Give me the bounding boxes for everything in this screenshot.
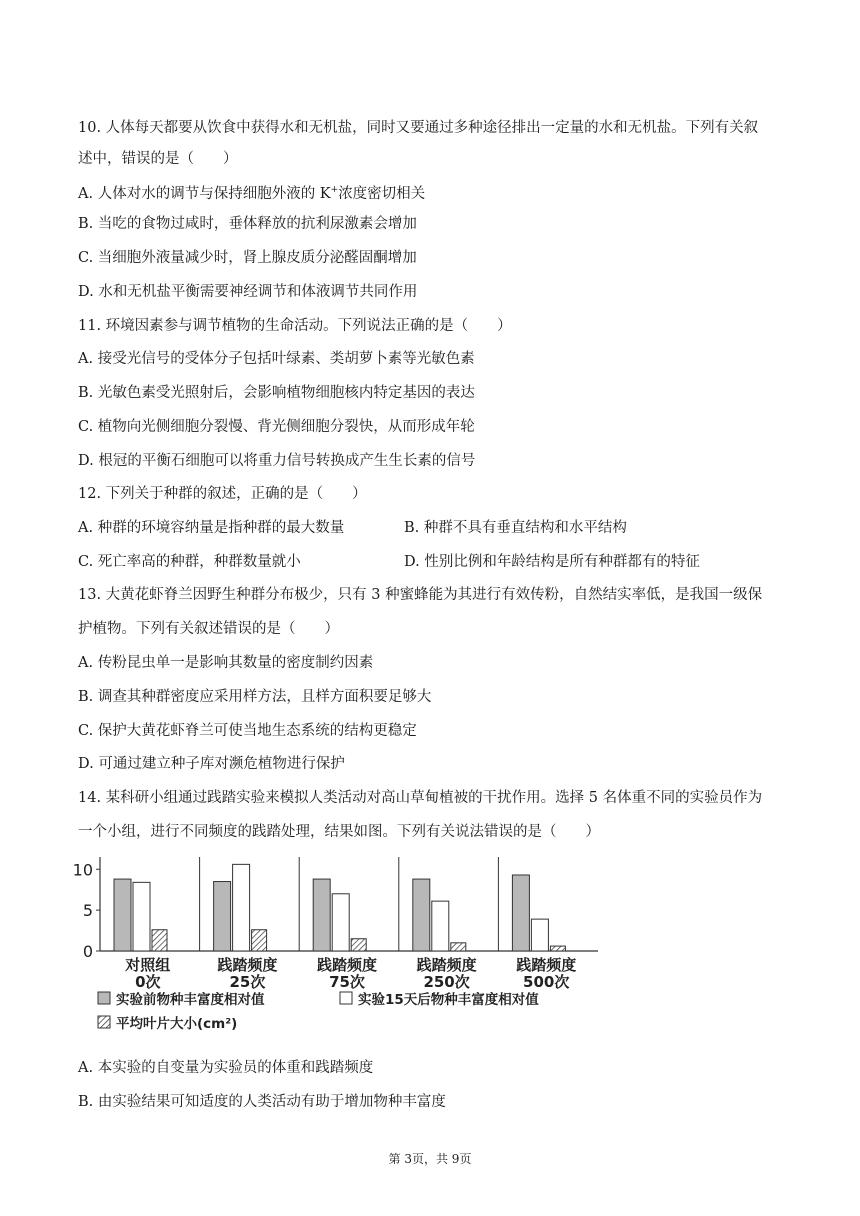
q10-option-d: D. 水和无机盐平衡需要神经调节和体液调节共同作用	[78, 284, 418, 300]
bar-1	[512, 875, 529, 951]
q10-option-c: C. 当细胞外液量减少时，肾上腺皮质分泌醛固酮增加	[78, 250, 417, 266]
q13-stem-line1: 13. 大黄花虾脊兰因野生种群分布极少，只有 3 种蜜蜂能为其进行有效传粉，自然结实率低，是我国一级保	[78, 587, 763, 603]
q12-option-d: D. 性别比例和年龄结构是所有种群都有的特征	[404, 554, 700, 570]
bar-1	[114, 879, 131, 951]
q13-option-d: D. 可通过建立种子库对濒危植物进行保护	[78, 756, 345, 772]
y-tick-label: 10	[72, 860, 93, 880]
category-label: 践踏频度	[416, 956, 477, 974]
q13-option-b: B. 调查其种群密度应采用样方法，且样方面积要足够大	[78, 689, 432, 705]
q13-option-a: A. 传粉昆虫单一是影响其数量的密度制约因素	[78, 655, 374, 671]
q12-option-b: B. 种群不具有垂直结构和水平结构	[404, 520, 627, 536]
bar-1	[413, 879, 430, 951]
legend-label: 实验15天后物种丰富度相对值	[358, 992, 539, 1008]
category-label: 践踏频度	[516, 956, 577, 974]
y-tick-label: 5	[82, 901, 93, 921]
q11-option-b: B. 光敏色素受光照射后，会影响植物细胞核内特定基因的表达	[78, 385, 475, 401]
q11-option-a: A. 接受光信号的受体分子包括叶绿素、类胡萝卜素等光敏色素	[78, 351, 475, 367]
legend-swatch	[98, 1016, 110, 1028]
category-label: 践踏频度	[217, 956, 278, 974]
q11-option-d: D. 根冠的平衡石细胞可以将重力信号转换成产生生长素的信号	[78, 453, 476, 469]
bar-2	[332, 894, 349, 951]
category-label: 对照组	[125, 956, 171, 974]
q10-option-a-post: 浓度密切相关	[338, 186, 426, 202]
q10-stem-line1: 10. 人体每天都要从饮食中获得水和无机盐，同时又要通过多种途径排出一定量的水和无机盐。下列有关叙	[78, 120, 759, 136]
bar-1	[313, 879, 330, 951]
bar-2	[233, 864, 250, 951]
category-label: 250次	[423, 973, 470, 991]
q10-option-b: B. 当吃的食物过咸时，垂体释放的抗利尿激素会增加	[78, 216, 417, 232]
q14-stem-line1: 14. 某科研小组通过践踏实验来模拟人类活动对高山草甸植被的干扰作用。选择 5 名体重不同的实验员作为	[78, 790, 763, 806]
q13-stem-line2: 护植物。下列有关叙述错误的是（ ）	[78, 621, 339, 637]
q13-option-c: C. 保护大黄花虾脊兰可使当地生态系统的结构更稳定	[78, 723, 417, 739]
q14-option-b: B. 由实验结果可知适度的人类活动有助于增加物种丰富度	[78, 1094, 446, 1110]
q10-option-a-pre: A. 人体对水的调节与保持细胞外液的 K	[78, 186, 331, 202]
bar-2	[133, 882, 150, 951]
page-footer: 第 3页，共 9页	[388, 1152, 472, 1166]
legend-swatch	[98, 992, 110, 1004]
q12-option-c: C. 死亡率高的种群，种群数量就小	[78, 554, 301, 570]
bar-1	[214, 882, 231, 951]
q14-option-a: A. 本实验的自变量为实验员的体重和践踏频度	[78, 1060, 374, 1076]
bar-3	[152, 930, 167, 951]
category-label: 500次	[523, 973, 570, 991]
legend-label: 实验前物种丰富度相对值	[116, 992, 265, 1008]
legend-label: 平均叶片大小(cm²)	[116, 1016, 238, 1032]
legend-swatch	[340, 992, 352, 1004]
category-label: 0次	[135, 973, 161, 991]
q10-stem-line2: 述中，错误的是（ ）	[78, 151, 238, 167]
q11-stem: 11. 环境因素参与调节植物的生命活动。下列说法正确的是（ ）	[78, 318, 512, 334]
bar-3	[351, 939, 366, 951]
bar-2	[531, 919, 548, 951]
q14-stem-line2: 一个小组，进行不同频度的践踏处理，结果如图。下列有关说法错误的是（ ）	[78, 824, 600, 840]
bar-3	[451, 943, 466, 951]
q12-option-a: A. 种群的环境容纳量是指种群的最大数量	[78, 520, 345, 536]
q12-stem: 12. 下列关于种群的叙述，正确的是（ ）	[78, 486, 367, 502]
y-tick-label: 0	[82, 942, 93, 961]
bar-3	[550, 946, 565, 951]
q10-option-a-superscript: +	[330, 185, 339, 195]
category-label: 25次	[229, 973, 266, 991]
trampling-bar-chart	[72, 852, 612, 1038]
category-label: 75次	[329, 973, 365, 991]
bar-2	[432, 901, 449, 951]
category-label: 践踏频度	[316, 956, 378, 974]
q10-option-a	[78, 180, 425, 204]
bar-3	[252, 930, 267, 951]
q11-option-c: C. 植物向光侧细胞分裂慢、背光侧细胞分裂快，从而形成年轮	[78, 419, 475, 435]
